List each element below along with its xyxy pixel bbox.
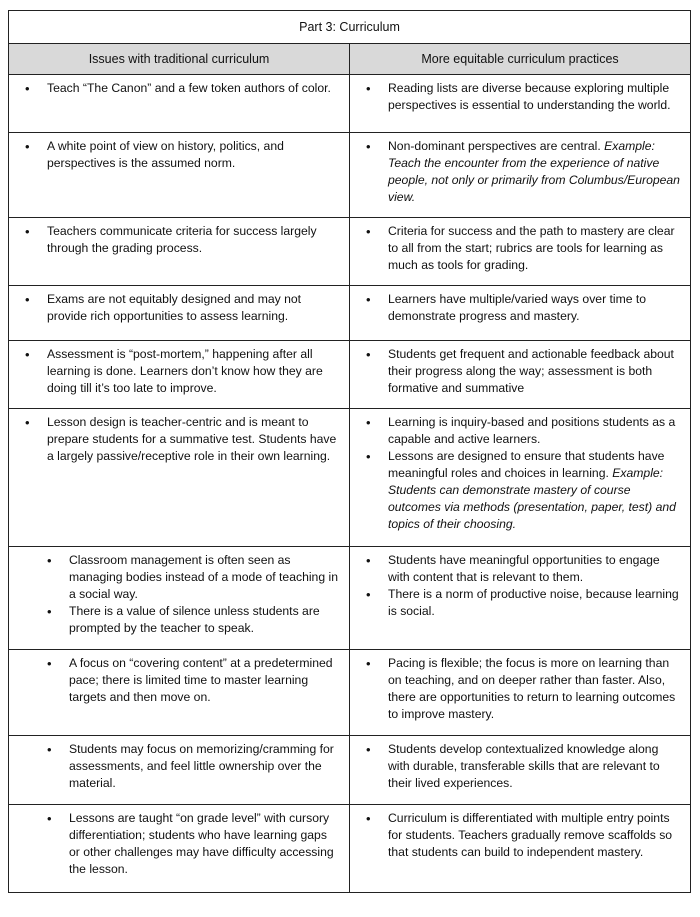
practice-cell (350, 650, 691, 736)
issue-cell (9, 736, 350, 805)
practice-bullet: • Pacing is flexible; the focus is more on learning than on teaching, and on deeper rather than faster. Also, there are opportunities to return to learning outcomes to improve mastery. (358, 655, 682, 723)
issue-bullet: • Students may focus on memorizing/cramming for assessments, and feel little ownership over the material. (17, 741, 341, 792)
issue-cell (9, 409, 350, 547)
issue-cell (9, 547, 350, 650)
table-title: Part 3: Curriculum (9, 11, 691, 44)
practice-bullet: • Criteria for success and the path to mastery are clear to all from the start; rubrics are tools for learning as much as tools for grading. (358, 223, 682, 274)
table-row (9, 650, 691, 736)
practice-bullet: • There is a norm of productive noise, because learning is social. (358, 586, 682, 620)
practice-cell (350, 547, 691, 650)
practice-cell (350, 286, 691, 341)
practice-bullet: • Students have meaningful opportunities to engage with content that is relevant to them. (358, 552, 682, 586)
practice-cell (350, 409, 691, 547)
practice-bullet: • Students get frequent and actionable feedback about their progress along the way; assessment is both formative and summative (358, 346, 682, 397)
practice-cell (350, 133, 691, 218)
issue-cell (9, 805, 350, 893)
practice-example: Example: Students can demonstrate mastery of course outcomes via methods (presentation, paper, test) and topics of their choosing. (388, 466, 676, 531)
issue-bullet: • Lesson design is teacher-centric and is meant to prepare students for a summative test. Students have a largely passive/receptive role in their own learning. (17, 414, 341, 465)
practice-bullet: • Learning is inquiry-based and positions students as a capable and active learners. (358, 414, 682, 448)
header-row (9, 44, 691, 75)
table-row (9, 341, 691, 409)
issue-cell (9, 341, 350, 409)
practice-cell (350, 805, 691, 893)
issue-cell (9, 133, 350, 218)
practice-text: Non-dominant perspectives are central. (388, 139, 601, 153)
practice-cell (350, 75, 691, 133)
curriculum-document (8, 10, 690, 893)
issue-bullet: • Assessment is “post-mortem,” happening after all learning is done. Learners don’t know how they are doing till it’s too late to improve. (17, 346, 341, 397)
practice-cell (350, 218, 691, 286)
practice-cell (350, 341, 691, 409)
table-row (9, 218, 691, 286)
practice-bullet (358, 448, 682, 533)
table-row (9, 133, 691, 218)
left-column-header: Issues with traditional curriculum (9, 44, 350, 75)
issue-bullet: • There is a value of silence unless students are prompted by the teacher to speak. (17, 603, 341, 637)
issue-bullet: • A white point of view on history, politics, and perspectives is the assumed norm. (17, 138, 341, 172)
right-column-header: More equitable curriculum practices (350, 44, 691, 75)
practice-bullet: • Learners have multiple/varied ways over time to demonstrate progress and mastery. (358, 291, 682, 325)
issue-cell (9, 286, 350, 341)
table-row (9, 805, 691, 893)
practice-bullet: • Students develop contextualized knowledge along with durable, transferable skills that are relevant to their lived experiences. (358, 741, 682, 792)
issue-cell (9, 650, 350, 736)
title-row (9, 11, 691, 44)
practice-bullet (358, 138, 682, 206)
table-row (9, 409, 691, 547)
issue-bullet: • Classroom management is often seen as managing bodies instead of a mode of teaching in a social way. (17, 552, 341, 603)
issue-bullet: • Teach “The Canon” and a few token authors of color. (17, 80, 341, 97)
practice-text: Lessons are designed to ensure that students have meaningful roles and choices in learning. (388, 449, 665, 480)
issue-cell (9, 75, 350, 133)
curriculum-table (8, 10, 691, 893)
issue-bullet: • Lessons are taught “on grade level” with cursory differentiation; students who have learning gaps or other challenges may have difficulty accessing the lesson. (17, 810, 341, 878)
issue-bullet: • Exams are not equitably designed and may not provide rich opportunities to assess learning. (17, 291, 341, 325)
practice-bullet: • Reading lists are diverse because exploring multiple perspectives is essential to understanding the world. (358, 80, 682, 114)
table-row (9, 547, 691, 650)
table-row (9, 286, 691, 341)
issue-cell (9, 218, 350, 286)
table-row (9, 736, 691, 805)
issue-bullet: • Teachers communicate criteria for success largely through the grading process. (17, 223, 341, 257)
practice-cell (350, 736, 691, 805)
practice-example: Example: Teach the encounter from the experience of native people, not only or primarily from Columbus/European view. (388, 139, 680, 204)
table-row (9, 75, 691, 133)
issue-bullet: • A focus on “covering content” at a predetermined pace; there is limited time to master learning targets and then move on. (17, 655, 341, 706)
practice-bullet: • Curriculum is differentiated with multiple entry points for students. Teachers gradually remove scaffolds so that students can build to independent mastery. (358, 810, 682, 861)
